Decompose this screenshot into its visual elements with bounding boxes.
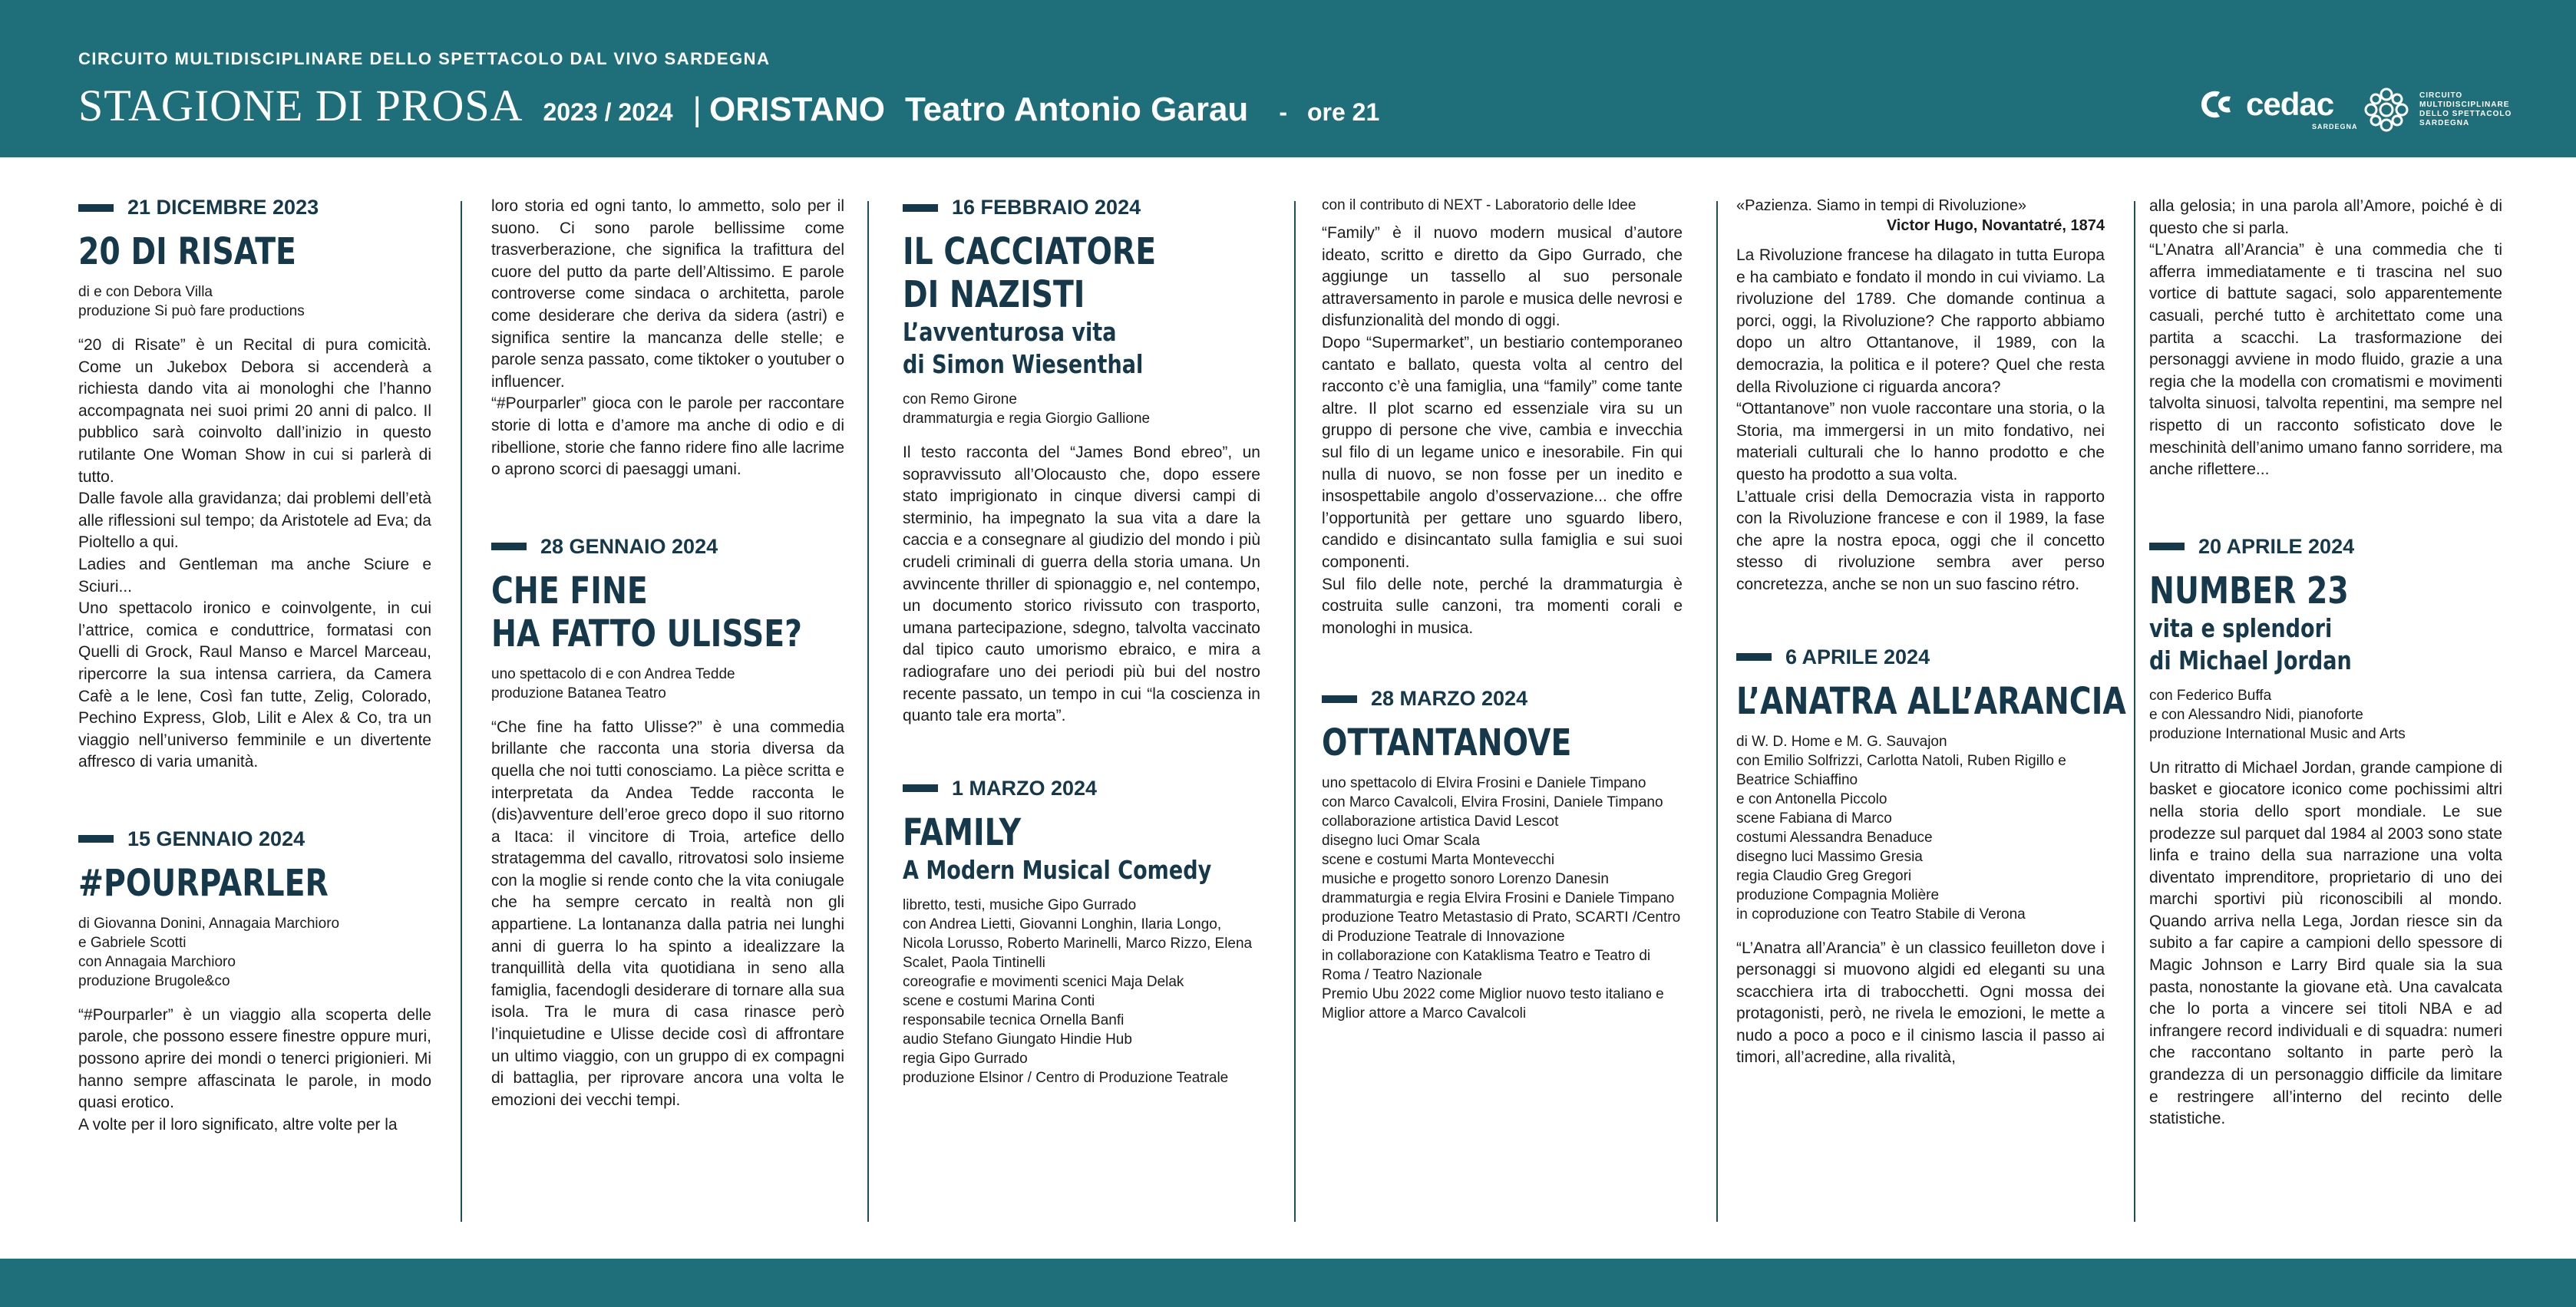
continued-text (491, 196, 844, 481)
footer-band (0, 1259, 2576, 1307)
event-date-text: 16 FEBBRAIO 2024 (952, 196, 1141, 219)
paragraph: “Ottantanove” non vuole raccontare una storia, o la Storia, ma immergersi in un mito fondativo, nei materiali culturali che lo hanno prodotto e che questo ha prodotto a sua volta. (1736, 400, 2105, 484)
credit-line: di e con Debora Villa (78, 284, 213, 300)
event-subtitle-line-2: di Michael Jordan (2149, 645, 2352, 675)
column-3 (903, 196, 1260, 1101)
event-title: OTTANTANOVE (1322, 721, 1572, 765)
paragraph: Il testo racconta del “James Bond ebreo”, un sopravvissuto all’Olocausto che, dopo essere stato imprigionato in cinque diversi campi di sterminio, ha impegnato la sua vita a dare la caccia e a consegnare al giudizio del mondo i più crudeli criminali di guerra della storia umana. Un avvincente thriller di spionaggio e, nel contempo, un documento storico rivissuto con trasporto, umana partecipazione, sdegno, talvolta vaccinato dal tipico cauto umorismo ebraico, e mira a radiografare uno dei periodi più bui del nostro recente passato, un tempo in cui “la coscienza in quanto tale era morta”. (903, 444, 1260, 725)
column-2 (491, 196, 844, 1111)
event-credits (903, 390, 1260, 428)
credit-line: produzione Batanea Teatro (491, 685, 666, 701)
paragraph: Dalle favole alla gravidanza; dai problemi dell’età alle riflessioni sul tempo; da Aristotele ad Eva; da Pioltello a qui. (78, 490, 431, 552)
title-separator: | (692, 91, 702, 128)
circuito-star-icon (2363, 86, 2410, 134)
event-date (78, 196, 431, 219)
paragraph: Un ritratto di Michael Jordan, grande campione di basket e giocatore iconico come pochissimi altri nella storia dello sport mondiale. Le sue prodezze sul parquet dal 1984 al 2003 sono state linfa e traino della sua narrazione una volta diventato imprenditore, proprietario di uno dei marchi sportivi più riconoscibili al mondo. Quando arriva nella Lega, Jordan riesce sin da subito a far capire a campioni dello spessore di Magic Johnson e Larry Bird quale sia la sua pasta, nonostante la giovane età. Una cavalcata che lo porta a vincere sei titoli NBA e ad infrangere record individuali e di squadra: numeri che raccontano soltanto in parte però la grandezza di un personaggio difficile da limitare e restringere all’interno del recinto delle statistiche. (2149, 758, 2503, 1128)
event-description (2149, 757, 2502, 1130)
column-divider (867, 201, 869, 1222)
event-title: #POURPARLER (78, 861, 329, 905)
cedac-sublabel: SARDEGNA (2312, 123, 2358, 130)
credit-line: musiche e progetto sonoro Lorenzo Danesin (1322, 871, 1609, 888)
paragraph: La Rivoluzione francese ha dilagato in tutta Europa e ha cambiato e fondato il mondo in cui viviamo. La rivoluzione del 1789. Che domande continua a porci, oggi, la Rivoluzione? Che rapporto abbiamo dopo un altro Ottantanove, il 1989, con la democrazia, la politica e il potere? Quel che resta della Rivoluzione ci riguarda ancora? (1736, 246, 2105, 396)
event-date-text: 28 GENNAIO 2024 (540, 534, 718, 558)
paragraph: Dopo “Supermarket”, un bestiario contemporaneo cantato e ballato, questa volta al centro del racconto c’è una famiglia, una “family” come tante altre. Il plot scarno ed essenziale vira su un gruppo di persone che vive, cambia e invecchia sul filo di un legame unico e inesorabile. Fin qui nulla di nuovo, se non fosse per un inedito e insospettabile angolo d’osservazione... che offre l’opportunità per gettare uno sguardo libero, candido e disincantato sulla famiglia e sui suoi componenti. (1322, 333, 1683, 571)
season-title: STAGIONE DI PROSA (78, 81, 523, 130)
event-subtitle-line-1: L’avventurosa vita (903, 317, 1117, 347)
event-subtitle-line-2: di Simon Wiesenthal (903, 349, 1144, 379)
event-credits (78, 914, 431, 991)
column-5 (1736, 196, 2126, 1069)
event-title-line-1: IL CACCIATORE (903, 230, 1157, 273)
credit-line: scene e costumi Marina Conti (903, 992, 1095, 1009)
date-bar (78, 835, 114, 843)
credit-line: collaborazione artistica David Lescot (1322, 814, 1559, 830)
event-subtitle-line-1: vita e splendori (2149, 612, 2333, 643)
event-description (78, 335, 431, 774)
event-title: NUMBER 23 (2149, 569, 2349, 612)
title-dash: - (1279, 98, 1287, 126)
paragraph: alla gelosia; in una parola all’Amore, poiché è di questo che si parla. (2149, 197, 2502, 237)
paragraph: “L’Anatra all’Arancia” è un classico feuilleton dove i personaggi si muovono algidi ed eleganti su una scacchiera irta di trabocchetti. Ogni mossa dei protagonisti, però, ne rivela le emozioni, le mette a nudo a poco a poco e il cinismo lascia il passo ai timori, all’acredine, alla rivalità, (1736, 939, 2105, 1067)
date-bar (903, 784, 938, 792)
event-description (78, 1005, 431, 1137)
circuit-label: CIRCUITO MULTIDISCIPLINARE DELLO SPETTACOLO DAL VIVO SARDEGNA (78, 49, 771, 68)
credit-line: Premio Ubu 2022 come Miglior nuovo testo italiano e Miglior attore a Marco Cavalcoli (1322, 986, 1664, 1022)
event-date (78, 827, 431, 851)
event-date (1322, 687, 1683, 711)
column-1 (78, 196, 431, 1136)
continued-credit (1322, 196, 1683, 215)
credit-line: libretto, testi, musiche Gipo Gurrado (903, 896, 1137, 913)
event-date (491, 535, 844, 559)
paragraph: “#Pourparler” gioca con le parole per raccontare storie di lotta e d’amore ma anche di odio e di ribellione, storie che fanno ridere fino alle lacrime o aprono scorci di paesaggi umani. (491, 394, 844, 479)
continued-text (1736, 245, 2105, 596)
credit-line: uno spettacolo di e con Andrea Tedde (491, 665, 735, 682)
credit-line: regia Claudio Greg Gregori (1736, 867, 1912, 884)
paragraph: “#Pourparler” è un viaggio alla scoperta delle parole, che possono essere finestre oppure muri, possono aprire dei mondi o tenerci prigionieri. Mi hanno sempre affascinata le parole, in modo quasi erotico. (78, 1005, 431, 1112)
event-credits (78, 282, 431, 321)
paragraph: A volte per il loro significato, altre volte per la (78, 1115, 398, 1134)
credit-line: regia Gipo Gurrado (903, 1050, 1028, 1067)
event-number-23 (2149, 535, 2502, 1130)
header-band (0, 0, 2576, 157)
credit-line: responsabile tecnica Ornella Banfi (903, 1012, 1125, 1028)
paragraph: L’attuale crisi della Democrazia vista in rapporto con la Rivoluzione francese e con il 1989, la fase che apre la nostra epoca, oggi che il concetto stesso di rivoluzione sembra aver perso concretezza, anche se non un suo fascino rétro. (1736, 487, 2105, 593)
event-title: L’ANATRA ALL’ARANCIA (1736, 679, 2126, 723)
date-bar (78, 204, 114, 212)
event-title: 20 DI RISATE (78, 230, 296, 273)
event-pourparler (78, 827, 431, 1137)
credit-line: produzione International Music and Arts (2149, 725, 2406, 742)
cedac-logo (2195, 86, 2333, 123)
event-credits (1736, 732, 2105, 924)
credit-line: produzione Elsinor / Centro di Produzione Teatrale (903, 1069, 1229, 1086)
credit-line: con Annagaia Marchioro (78, 953, 236, 970)
event-date-text: 6 APRILE 2024 (1785, 645, 1930, 668)
credit-line: e Gabriele Scotti (78, 934, 187, 951)
date-bar (491, 543, 527, 550)
event-credits (1322, 774, 1683, 1023)
date-bar (1736, 653, 1772, 661)
paragraph: “L’Anatra all’Arancia” è una commedia che ti afferra immediatamente e ti trascina nel suo vortice di battute sagaci, solo apparentemente casuali, perché tutto è architettato come una partita a scacchi. La trasformazione dei personaggi avviene in modo fluido, grazie a una regia che la modella con cromatismi e movimenti talvolta sinuosi, talvolta repentini, ma sempre nel rispetto di un racconto sofisticato dove le meschinità dell’animo umano fanno sorridere, ma anche riflettere... (2149, 241, 2502, 479)
credit-line: drammaturgia e regia Elvira Frosini e Daniele Timpano (1322, 890, 1675, 907)
credit-line: in coproduzione con Teatro Stabile di Verona (1736, 906, 2026, 922)
event-title-line-2: DI NAZISTI (903, 273, 1085, 316)
event-title-line-1: CHE FINE (491, 569, 648, 612)
paragraph: Sul filo delle note, perché la drammaturgia è costruita sulle canzoni, tra momenti corali e monologhi in musica. (1322, 575, 1683, 637)
event-date-text: 21 DICEMBRE 2023 (127, 196, 319, 219)
credit-line: scene e costumi Marta Montevecchi (1322, 852, 1555, 869)
credit-line: con il contributo di NEXT - Laboratorio delle Idee (1322, 197, 1636, 213)
credit-line: produzione Si può fare productions (78, 303, 305, 319)
cedac-wordmark: cedac (2246, 86, 2334, 122)
paragraph: “Family” è il nuovo modern musical d’autore ideato, scritto e diretto da Gipo Gurrado, che aggiunge un tassello al suo personale attraversamento in parole e musica delle nevrosi e disfunzionalità del mondo di oggi. (1322, 224, 1683, 330)
event-anatra-all-arancia (1736, 645, 2126, 1070)
date-bar (2149, 543, 2185, 550)
event-description (903, 442, 1260, 728)
circuito-logo (2363, 86, 2535, 134)
event-date (903, 777, 1260, 800)
date-bar (1322, 695, 1357, 703)
event-date (1736, 645, 2105, 669)
event-credits (903, 896, 1260, 1088)
credit-line: e con Antonella Piccolo (1736, 790, 1887, 807)
credit-line: drammaturgia e regia Giorgio Gallione (903, 411, 1151, 427)
credit-line: con Andrea Lietti, Giovanni Longhin, Ilaria Longo, Nicola Lorusso, Roberto Marinelli, Marco Rizzo, Elena Scalet, Paola Tintinelli (903, 916, 1253, 971)
column-divider (1294, 201, 1296, 1222)
credit-line: costumi Alessandra Benaduce (1736, 829, 1933, 846)
event-title-line-2: HA FATTO ULISSE? (491, 612, 802, 655)
credit-line: uno spettacolo di Elvira Frosini e Daniele Timpano (1322, 775, 1646, 792)
credit-line: scene Fabiana di Marco (1736, 810, 1892, 827)
season-title-line (78, 80, 1379, 131)
event-description (1736, 938, 2105, 1070)
cedac-mark-icon (2195, 86, 2238, 123)
event-date (903, 196, 1260, 219)
paragraph: Ladies and Gentleman ma anche Sciure e Sciuri... (78, 555, 431, 596)
event-title: FAMILY (903, 810, 1022, 854)
credit-line: in collaborazione con Kataklisma Teatro e Teatro di Roma / Teatro Nazionale (1322, 948, 1651, 984)
theatre-name: Teatro Antonio Garau (904, 91, 1249, 128)
credit-line: disegno luci Omar Scala (1322, 833, 1480, 850)
credit-line: produzione Brugole&co (78, 972, 230, 989)
credit-line: con Marco Cavalcoli, Elvira Frosini, Daniele Timpano (1322, 794, 1663, 811)
paragraph: Uno spettacolo ironico e coinvolgente, in cui l’attrice, comica e conduttrice, formatasi con Quelli di Grock, Raul Manso e Marcel Marceau, ripercorre la sua intensa carriera, da Camera Cafè a le lene, Così fan tutte, Zelig, Colorado, Pechino Express, Glob, Lilit e Alex & Co, tra un viaggio nell’universo femminile e un divertente affresco di varia umanità. (78, 599, 431, 771)
event-il-cacciatore-di-nazisti (903, 196, 1260, 728)
event-credits (2149, 686, 2502, 744)
show-time: ore 21 (1306, 98, 1380, 126)
paragraph: “20 di Risate” è un Recital di pura comicità. Come un Jukebox Debora si accenderà a richiesta dando vita ai monologhi che l’hanno accompagnata nei suoi primi 20 anni di palco. Il pubblico sarà coinvolto dall’inizio in questo rutilante One Woman Show in cui si parlerà di tutto. (78, 336, 431, 486)
event-subtitle: A Modern Musical Comedy (903, 854, 1212, 885)
continued-text (2149, 196, 2502, 481)
event-date (2149, 535, 2502, 559)
epigraph-quote: «Pazienza. Siamo in tempi di Rivoluzione» (1736, 197, 2026, 214)
paragraph: “Che fine ha fatto Ulisse?” è una commedia brillante che racconta una storia diversa da quella che noi tutti conosciamo. La pièce scritta e interpretata da Andea Tedde racconta le (dis)avventure dell’eroe greco dopo il suo ritorno a Itaca: il vincitore di Troia, artefice dello stratagemma del cavallo, ritrovatosi solo insieme con la moglie si rende conto che la vita coniugale che ha sempre cercato in realtà non gli appartiene. La lontananza dalla patria nei lunghi anni di guerra lo ha spinto a idealizzare la tranquillità della vita quotidiana in seno alla famiglia, facendogli desiderare di tornare alla sua isola. Tra le mura di casa rinasce però l’inquietudine e Ulisse decide così di affrontare un ultimo viaggio, con un gruppo di ex compagni di battaglia, per riprovare ancora una volta le emozioni dei vecchi tempi. (491, 718, 844, 1109)
credit-line: con Remo Girone (903, 391, 1017, 408)
date-bar (903, 204, 938, 212)
column-divider (1716, 201, 1718, 1222)
circuito-wordmark: CIRCUITO MULTIDISCIPLINARE DELLO SPETTACOLO SARDEGNA (2419, 91, 2512, 127)
column-divider (461, 201, 462, 1222)
event-family (903, 777, 1260, 1088)
event-date-text: 28 MARZO 2024 (1371, 687, 1528, 711)
event-credits (491, 665, 844, 703)
column-divider (2134, 201, 2135, 1222)
event-20-di-risate (78, 196, 431, 774)
credit-line: disegno luci Massimo Gresia (1736, 848, 1923, 865)
event-date-text: 20 APRILE 2024 (2198, 534, 2355, 558)
credit-line: con Emilio Solfrizzi, Carlotta Natoli, Ruben Rigillo e Beatrice Schiaffino (1736, 752, 2066, 788)
credit-line: produzione Teatro Metastasio di Prato, SCARTI /Centro di Produzione Teatrale di Innovazione (1322, 909, 1681, 946)
epigraph-author: Victor Hugo, Novantatré, 1874 (1886, 217, 2105, 234)
column-6 (2149, 196, 2502, 1130)
credit-line: di W. D. Home e M. G. Sauvajon (1736, 733, 1947, 750)
event-date-text: 15 GENNAIO 2024 (127, 827, 305, 850)
event-che-fine-ha-fatto-ulisse (491, 535, 844, 1112)
credit-line: di Giovanna Donini, Annagaia Marchioro (78, 915, 340, 932)
credit-line: con Federico Buffa (2149, 687, 2272, 704)
credit-line: audio Stefano Giungato Hindie Hub (903, 1031, 1132, 1048)
season-years: 2023 / 2024 (543, 98, 673, 126)
column-4 (1322, 196, 1683, 1037)
event-description (491, 717, 844, 1112)
city-name: ORISTANO (708, 91, 885, 128)
event-date-text: 1 MARZO 2024 (952, 776, 1098, 800)
event-ottantanove (1322, 687, 1683, 1023)
credit-line: produzione Compagnia Molière (1736, 886, 1940, 903)
continued-text (1322, 223, 1683, 639)
credit-line: coreografie e movimenti scenici Maja Delak (903, 973, 1184, 990)
credit-line: e con Alessandro Nidi, pianoforte (2149, 706, 2363, 723)
paragraph: loro storia ed ogni tanto, lo ammetto, solo per il suono. Ci sono parole bellissime come trasverberazione, che significa la trafittura del cuore del putto da parte dell’Altissimo. E parole controverse come sindaca o architetta, parole come desiderare che deriva da sidera (astri) e significa sentire la mancanza delle stelle; e parole senza passato, come tiktoker o youtuber o influencer. (491, 197, 844, 391)
